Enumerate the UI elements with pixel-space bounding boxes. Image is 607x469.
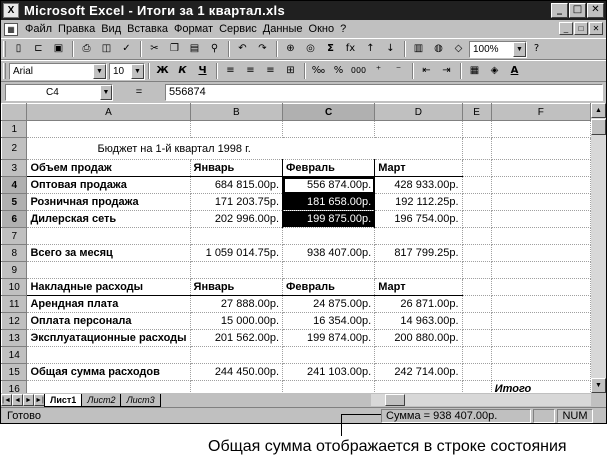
tab-sheet2[interactable]: Лист2 bbox=[81, 394, 121, 407]
cell[interactable] bbox=[491, 347, 590, 364]
row-header[interactable]: 1 bbox=[2, 121, 27, 138]
cell[interactable] bbox=[462, 138, 491, 160]
doc-restore-button[interactable]: □ bbox=[574, 22, 588, 35]
cell[interactable] bbox=[27, 121, 190, 138]
borders-icon[interactable]: ▦ bbox=[469, 65, 480, 76]
chevron-down-icon[interactable]: ▼ bbox=[131, 64, 144, 79]
cell[interactable] bbox=[190, 121, 283, 138]
cell[interactable] bbox=[375, 121, 462, 138]
status-bar bbox=[1, 407, 606, 423]
cell[interactable]: 428 933.00р. bbox=[375, 177, 462, 194]
selected-cell[interactable]: 199 875.00р. bbox=[283, 211, 375, 228]
select-all-corner[interactable] bbox=[2, 104, 27, 121]
cell[interactable] bbox=[462, 194, 491, 211]
cell[interactable] bbox=[462, 279, 491, 296]
close-button[interactable]: ✕ bbox=[587, 3, 604, 18]
comma-style-button[interactable]: 000 bbox=[350, 66, 367, 75]
chevron-down-icon[interactable]: ▼ bbox=[513, 42, 526, 57]
cell[interactable]: Январь bbox=[190, 160, 283, 177]
cell[interactable] bbox=[491, 262, 590, 279]
cell[interactable]: 192 112.25р. bbox=[375, 194, 462, 211]
table-row bbox=[2, 160, 591, 177]
percent-style-button[interactable]: % bbox=[333, 65, 344, 76]
sheet-tabs-bar bbox=[1, 393, 606, 407]
cell[interactable] bbox=[27, 381, 190, 394]
cell[interactable]: 199 874.00р. bbox=[283, 330, 375, 347]
callout-line bbox=[341, 414, 381, 415]
scroll-thumb[interactable] bbox=[385, 394, 405, 406]
table-row bbox=[2, 194, 591, 211]
scroll-up-icon[interactable]: ▲ bbox=[591, 103, 606, 118]
active-cell[interactable]: 556 874.00р. bbox=[283, 177, 375, 194]
cell[interactable] bbox=[462, 313, 491, 330]
cell[interactable] bbox=[491, 364, 590, 381]
open-icon[interactable]: ⊏ bbox=[34, 43, 43, 54]
standard-toolbar bbox=[1, 38, 606, 60]
cell[interactable] bbox=[190, 381, 283, 394]
cell[interactable]: Март bbox=[375, 279, 462, 296]
title-bar bbox=[1, 1, 606, 20]
cell[interactable] bbox=[283, 262, 375, 279]
chevron-down-icon[interactable]: ▼ bbox=[93, 64, 106, 79]
table-row bbox=[2, 211, 591, 228]
help-icon[interactable]: ? bbox=[533, 43, 540, 54]
italic-button[interactable]: К bbox=[178, 65, 187, 76]
row-header[interactable]: 8 bbox=[2, 245, 27, 262]
column-header[interactable]: D bbox=[375, 104, 462, 121]
autosum-icon[interactable]: Σ bbox=[327, 43, 334, 54]
sheet-title[interactable]: Бюджет на 1-й квартал 1998 г. bbox=[27, 138, 462, 160]
cell[interactable]: 202 996.00р. bbox=[190, 211, 283, 228]
cell[interactable]: 24 875.00р. bbox=[283, 296, 375, 313]
cell-reference: C4 bbox=[46, 86, 59, 98]
column-header[interactable]: F bbox=[491, 104, 590, 121]
cell[interactable] bbox=[491, 245, 590, 262]
cell[interactable]: 201 562.00р. bbox=[190, 330, 283, 347]
table-row bbox=[2, 347, 591, 364]
font-size-select[interactable] bbox=[109, 63, 145, 80]
cell[interactable] bbox=[462, 330, 491, 347]
doc-close-button[interactable]: ✕ bbox=[589, 22, 603, 35]
window-controls bbox=[551, 3, 604, 18]
excel-app-icon[interactable]: X bbox=[3, 3, 19, 18]
menu-bar bbox=[1, 20, 606, 38]
first-sheet-button[interactable]: |◄ bbox=[1, 394, 12, 406]
cell[interactable]: Общая сумма расходов bbox=[27, 364, 190, 381]
table-row bbox=[2, 245, 591, 262]
cell[interactable] bbox=[491, 194, 590, 211]
bold-button[interactable]: Ж bbox=[156, 65, 169, 76]
cell[interactable] bbox=[491, 160, 590, 177]
table-row bbox=[2, 330, 591, 347]
status-numlock: NUM bbox=[557, 409, 593, 423]
undo-icon[interactable]: ↶ bbox=[238, 43, 247, 54]
cell[interactable]: Всего за месяц bbox=[27, 245, 190, 262]
new-icon[interactable]: ▯ bbox=[15, 43, 22, 54]
cell[interactable] bbox=[462, 211, 491, 228]
figure-caption: Общая сумма отображается в строке состояния bbox=[208, 438, 567, 455]
cell[interactable] bbox=[462, 381, 491, 394]
cell[interactable]: Январь bbox=[190, 279, 283, 296]
font-size-value: 10 bbox=[113, 65, 125, 77]
column-header[interactable]: E bbox=[462, 104, 491, 121]
align-center-icon[interactable]: ≡ bbox=[246, 65, 255, 76]
cell[interactable] bbox=[375, 347, 462, 364]
worksheet-grid[interactable] bbox=[1, 103, 591, 393]
currency-style-button[interactable]: ‰ bbox=[311, 65, 326, 76]
row-header[interactable]: 14 bbox=[2, 347, 27, 364]
increase-decimal-icon[interactable]: ⁺ bbox=[375, 65, 382, 76]
cell[interactable] bbox=[462, 364, 491, 381]
name-box[interactable] bbox=[5, 84, 113, 101]
copy-icon[interactable]: ❐ bbox=[170, 43, 179, 54]
save-icon[interactable]: ▣ bbox=[53, 43, 64, 54]
cell[interactable]: 14 963.00р. bbox=[375, 313, 462, 330]
table-row bbox=[2, 313, 591, 330]
cell[interactable] bbox=[283, 347, 375, 364]
cell[interactable] bbox=[462, 121, 491, 138]
zoom-select[interactable] bbox=[469, 41, 527, 58]
map-icon[interactable]: ◍ bbox=[434, 43, 443, 54]
cell[interactable]: Март bbox=[375, 160, 462, 177]
menu-help[interactable]: ? bbox=[340, 23, 347, 35]
callout-line bbox=[341, 414, 342, 436]
cell[interactable]: Арендная плата bbox=[27, 296, 190, 313]
cell[interactable] bbox=[283, 121, 375, 138]
cell[interactable] bbox=[27, 262, 190, 279]
decrease-indent-icon[interactable]: ⇤ bbox=[422, 65, 431, 76]
document-controls bbox=[559, 22, 603, 35]
cell[interactable] bbox=[283, 381, 375, 394]
toolbar-grip[interactable] bbox=[3, 41, 6, 57]
status-panel bbox=[533, 409, 555, 423]
row-header[interactable]: 12 bbox=[2, 313, 27, 330]
cell[interactable] bbox=[190, 262, 283, 279]
cell[interactable] bbox=[462, 347, 491, 364]
row-header[interactable]: 7 bbox=[2, 228, 27, 245]
cell[interactable] bbox=[491, 121, 590, 138]
web-toolbar-icon[interactable]: ◎ bbox=[306, 43, 315, 54]
column-header-row bbox=[2, 104, 591, 121]
window-title: Microsoft Excel - Итоги за 1 квартал.xls bbox=[24, 3, 285, 18]
cell[interactable]: 16 354.00р. bbox=[283, 313, 375, 330]
table-row bbox=[2, 364, 591, 381]
menu-data[interactable]: Данные bbox=[262, 23, 303, 35]
cell[interactable]: Дилерская сеть bbox=[27, 211, 190, 228]
cell[interactable] bbox=[491, 313, 590, 330]
horizontal-scrollbar[interactable] bbox=[371, 394, 591, 406]
spelling-icon[interactable]: ✓ bbox=[122, 43, 131, 54]
menu-tools[interactable]: Сервис bbox=[219, 23, 257, 35]
merge-center-icon[interactable]: ⊞ bbox=[286, 65, 295, 76]
menu-window[interactable]: Окно bbox=[308, 23, 335, 35]
maximize-button[interactable]: □ bbox=[569, 3, 586, 18]
sort-asc-icon[interactable]: ↑ bbox=[366, 43, 375, 54]
cell[interactable] bbox=[190, 347, 283, 364]
cell[interactable]: 171 203.75р. bbox=[190, 194, 283, 211]
cell[interactable] bbox=[462, 160, 491, 177]
status-ready-text: Готово bbox=[7, 409, 41, 422]
tab-sheet1[interactable]: Лист1 bbox=[44, 394, 82, 407]
menu-file[interactable]: Файл bbox=[25, 23, 53, 35]
cell[interactable]: Розничная продажа bbox=[27, 194, 190, 211]
row-header[interactable]: 13 bbox=[2, 330, 27, 347]
cell[interactable]: 27 888.00р. bbox=[190, 296, 283, 313]
scroll-down-icon[interactable]: ▼ bbox=[591, 378, 606, 393]
print-icon[interactable]: ⎙ bbox=[82, 43, 91, 54]
cell[interactable]: Накладные расходы bbox=[27, 279, 190, 296]
increase-indent-icon[interactable]: ⇥ bbox=[442, 65, 451, 76]
row-header[interactable]: 16 bbox=[2, 381, 27, 394]
cell[interactable] bbox=[491, 211, 590, 228]
cell[interactable] bbox=[27, 347, 190, 364]
last-sheet-button[interactable]: ►| bbox=[34, 394, 45, 406]
cell[interactable]: 26 871.00р. bbox=[375, 296, 462, 313]
cell[interactable] bbox=[462, 262, 491, 279]
align-left-icon[interactable]: ≡ bbox=[226, 65, 235, 76]
equals-button[interactable]: = bbox=[135, 85, 143, 98]
font-name-select[interactable] bbox=[9, 63, 107, 80]
cell[interactable] bbox=[375, 228, 462, 245]
toolbar-grip[interactable] bbox=[3, 63, 6, 79]
row-header[interactable]: 9 bbox=[2, 262, 27, 279]
status-autosum[interactable]: Сумма = 938 407.00р. bbox=[381, 409, 531, 423]
row-header[interactable]: 2 bbox=[2, 138, 27, 160]
cell[interactable]: Итого bbox=[491, 381, 590, 394]
cell[interactable]: 244 450.00р. bbox=[190, 364, 283, 381]
prev-sheet-button[interactable]: ◄ bbox=[12, 394, 23, 406]
cut-icon[interactable]: ✂ bbox=[150, 43, 159, 54]
cell[interactable] bbox=[462, 228, 491, 245]
row-header[interactable]: 6 bbox=[2, 211, 27, 228]
sort-desc-icon[interactable]: ↓ bbox=[386, 43, 395, 54]
cell-table bbox=[1, 103, 591, 393]
cell[interactable]: 938 407.00р. bbox=[283, 245, 375, 262]
table-row bbox=[2, 177, 591, 194]
row-header[interactable]: 11 bbox=[2, 296, 27, 313]
align-right-icon[interactable]: ≡ bbox=[266, 65, 275, 76]
chevron-down-icon[interactable]: ▼ bbox=[100, 85, 112, 100]
cell[interactable] bbox=[491, 138, 590, 160]
table-row bbox=[2, 279, 591, 296]
drawing-icon[interactable]: ◇ bbox=[454, 43, 463, 54]
cell[interactable]: Оплата персонала bbox=[27, 313, 190, 330]
hyperlink-icon[interactable]: ⊕ bbox=[286, 43, 295, 54]
minimize-button[interactable]: _ bbox=[551, 3, 568, 18]
cell[interactable]: Оптовая продажа bbox=[27, 177, 190, 194]
workbook-icon[interactable]: ▦ bbox=[4, 23, 18, 36]
doc-minimize-button[interactable]: _ bbox=[559, 22, 573, 35]
fill-color-icon[interactable]: ◈ bbox=[490, 65, 499, 76]
cell[interactable] bbox=[491, 296, 590, 313]
format-painter-icon[interactable]: ⚲ bbox=[210, 43, 219, 54]
cell[interactable] bbox=[283, 228, 375, 245]
cell[interactable] bbox=[491, 228, 590, 245]
menu-format[interactable]: Формат bbox=[174, 23, 214, 35]
cell[interactable]: Эксплуатационные расходы bbox=[27, 330, 190, 347]
cell[interactable]: 200 880.00р. bbox=[375, 330, 462, 347]
vertical-scrollbar[interactable] bbox=[591, 103, 606, 393]
font-color-icon[interactable]: A bbox=[510, 65, 519, 76]
tab-sheet3[interactable]: Лист3 bbox=[120, 394, 160, 407]
row-header[interactable]: 3 bbox=[2, 160, 27, 177]
cell[interactable] bbox=[462, 177, 491, 194]
cell[interactable] bbox=[190, 228, 283, 245]
cell[interactable]: 817 799.25р. bbox=[375, 245, 462, 262]
row-header[interactable]: 4 bbox=[2, 177, 27, 194]
column-header[interactable]: A bbox=[27, 104, 190, 121]
scroll-thumb[interactable] bbox=[591, 119, 606, 135]
cell[interactable]: 15 000.00р. bbox=[190, 313, 283, 330]
decrease-decimal-icon[interactable]: ⁻ bbox=[395, 65, 402, 76]
table-row bbox=[2, 262, 591, 279]
cell[interactable]: Объем продаж bbox=[27, 160, 190, 177]
row-header[interactable]: 15 bbox=[2, 364, 27, 381]
formula-input[interactable]: 556874 bbox=[165, 84, 603, 101]
next-sheet-button[interactable]: ► bbox=[23, 394, 34, 406]
paste-icon[interactable]: ▤ bbox=[189, 43, 200, 54]
font-name-value: Arial bbox=[13, 65, 34, 77]
function-icon[interactable]: fx bbox=[345, 43, 356, 54]
preview-icon[interactable]: ◫ bbox=[101, 43, 112, 54]
cell[interactable]: 1 059 014.75р. bbox=[190, 245, 283, 262]
menu-view[interactable]: Вид bbox=[101, 23, 122, 35]
table-row bbox=[2, 228, 591, 245]
chart-wizard-icon[interactable]: ▥ bbox=[413, 43, 424, 54]
cell[interactable] bbox=[462, 296, 491, 313]
redo-icon[interactable]: ↷ bbox=[258, 43, 267, 54]
selected-cell[interactable]: 181 658.00р. bbox=[283, 194, 375, 211]
cell[interactable] bbox=[375, 262, 462, 279]
table-row bbox=[2, 296, 591, 313]
cell[interactable]: Февраль bbox=[283, 160, 375, 177]
table-row bbox=[2, 138, 591, 160]
cell[interactable]: Февраль bbox=[283, 279, 375, 296]
row-header[interactable]: 10 bbox=[2, 279, 27, 296]
cell[interactable] bbox=[462, 245, 491, 262]
zoom-value: 100% bbox=[473, 43, 499, 55]
cell[interactable] bbox=[491, 279, 590, 296]
menu-edit[interactable]: Правка bbox=[58, 23, 96, 35]
underline-button[interactable]: Ч bbox=[198, 65, 207, 76]
cell[interactable] bbox=[491, 177, 590, 194]
row-header[interactable]: 5 bbox=[2, 194, 27, 211]
table-row bbox=[2, 121, 591, 138]
menu-insert[interactable]: Вставка bbox=[127, 23, 169, 35]
cell[interactable] bbox=[27, 228, 190, 245]
cell[interactable]: 196 754.00р. bbox=[375, 211, 462, 228]
cell[interactable] bbox=[491, 330, 590, 347]
cell[interactable]: 242 714.00р. bbox=[375, 364, 462, 381]
table-row bbox=[2, 381, 591, 394]
cell[interactable]: 241 103.00р. bbox=[283, 364, 375, 381]
cell[interactable]: 684 815.00р. bbox=[190, 177, 283, 194]
formatting-toolbar bbox=[1, 60, 606, 82]
formula-bar bbox=[1, 82, 606, 102]
column-header[interactable]: C bbox=[283, 104, 375, 121]
cell[interactable] bbox=[375, 381, 462, 394]
column-header[interactable]: B bbox=[190, 104, 283, 121]
